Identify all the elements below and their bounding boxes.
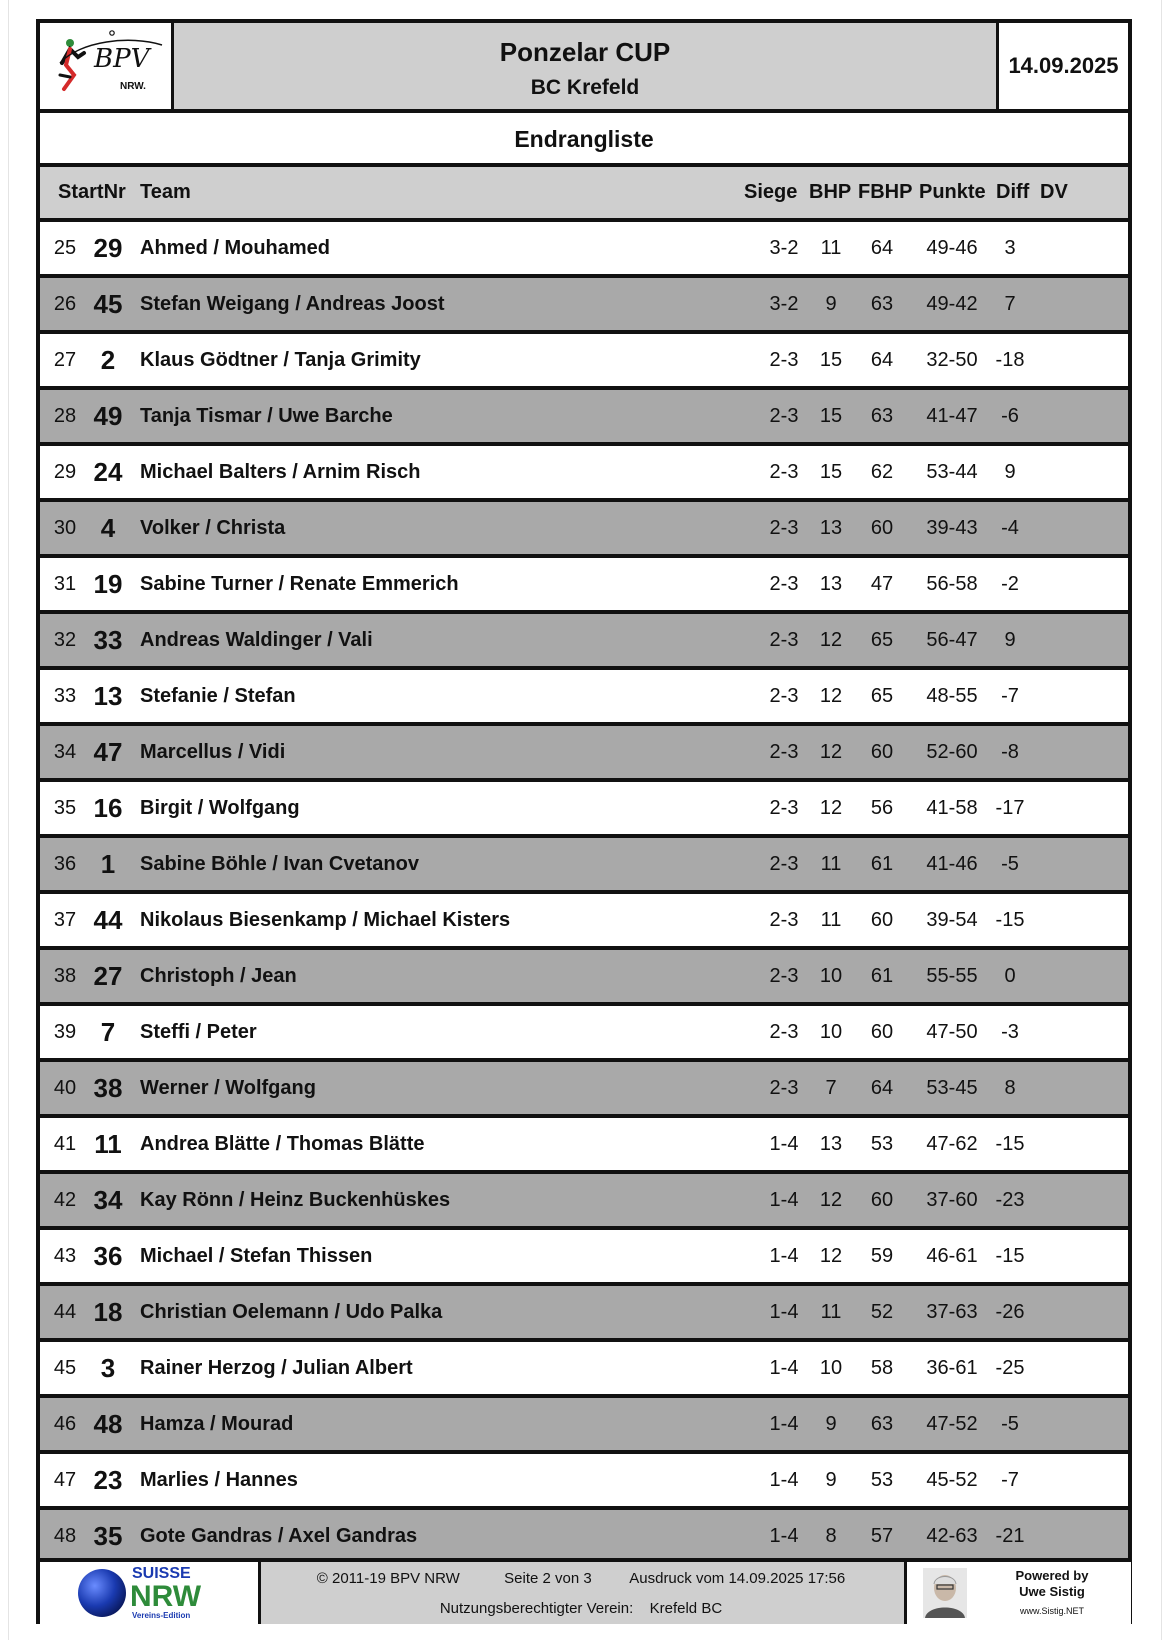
team-cell: Christian Oelemann / Udo Palka [140,1301,443,1323]
rank-cell: 37 [53,909,77,931]
table-row [40,334,1128,390]
startnr-cell: 4 [100,513,116,543]
bhp-cell: 13 [819,1133,843,1155]
fbhp-cell: 64 [870,1077,894,1099]
bhp-cell: 13 [819,573,843,595]
author-name: Uwe Sistig [1019,1584,1085,1599]
svg-text:Vereins-Edition: Vereins-Edition [132,1611,191,1620]
rank-cell: 38 [53,965,77,987]
punkte-cell: 39-43 [926,517,978,539]
bhp-cell: 10 [819,1357,843,1379]
team-cell: Ahmed / Mouhamed [140,237,331,259]
fbhp-cell: 60 [870,909,894,931]
startnr-cell: 27 [93,961,123,991]
siege-cell: 1-4 [769,1469,799,1491]
tournament-date: 14.09.2025 [1008,53,1119,78]
table-row [40,222,1128,278]
col-dv: DV [1040,181,1068,203]
punkte-cell: 45-52 [926,1469,978,1491]
author-website: www.Sistig.NET [1019,1606,1084,1616]
table-row [40,278,1128,334]
fbhp-cell: 64 [870,349,894,371]
team-cell: Sabine Turner / Renate Emmerich [140,573,459,595]
rank-cell: 26 [53,293,77,315]
ranking-sheet [36,19,1132,1624]
col-bhp: BHP [809,181,852,203]
tournament-title: Ponzelar CUP [499,37,671,67]
table-row [40,1006,1128,1062]
fbhp-cell: 58 [870,1357,894,1379]
punkte-cell: 47-50 [926,1021,978,1043]
team-cell: Hamza / Mourad [140,1413,294,1435]
punkte-cell: 49-46 [926,237,978,259]
siege-cell: 2-3 [769,1077,799,1099]
table-row [40,838,1128,894]
diff-cell: -26 [995,1301,1025,1323]
siege-cell: 1-4 [769,1413,799,1435]
col-diff: Diff [996,181,1030,203]
bpv-logo [40,23,174,109]
club-name: Krefeld BC [649,1600,723,1617]
siege-cell: 2-3 [769,461,799,483]
team-cell: Stefan Weigang / Andreas Joost [140,293,445,315]
rank-cell: 33 [53,685,77,707]
startnr-cell: 29 [93,233,123,263]
fbhp-cell: 65 [870,685,894,707]
team-cell: Marlies / Hannes [140,1469,298,1491]
table-row [40,446,1128,502]
bhp-cell: 12 [819,629,843,651]
fbhp-cell: 61 [870,853,894,875]
team-cell: Volker / Christa [140,517,286,539]
startnr-cell: 16 [93,793,123,823]
siege-cell: 3-2 [769,293,799,315]
siege-cell: 3-2 [769,237,799,259]
rank-cell: 29 [53,461,77,483]
startnr-cell: 36 [93,1241,123,1271]
team-cell: Andrea Blätte / Thomas Blätte [140,1133,425,1155]
punkte-cell: 55-55 [926,965,978,987]
rank-cell: 34 [53,741,77,763]
bhp-cell: 12 [819,1245,843,1267]
startnr-cell: 13 [93,681,123,711]
startnr-cell: 38 [93,1073,123,1103]
diff-cell: -18 [995,349,1025,371]
fbhp-cell: 60 [870,1189,894,1211]
diff-cell: -25 [995,1357,1025,1379]
rank-cell: 31 [53,573,77,595]
siege-cell: 2-3 [769,741,799,763]
fbhp-cell: 60 [870,517,894,539]
fbhp-cell: 53 [870,1469,894,1491]
punkte-cell: 37-63 [926,1301,978,1323]
svg-text:SUISSE: SUISSE [132,1565,191,1582]
punkte-cell: 53-45 [926,1077,978,1099]
siege-cell: 1-4 [769,1245,799,1267]
startnr-cell: 11 [94,1129,122,1159]
team-cell: Sabine Böhle / Ivan Cvetanov [140,853,419,875]
punkte-cell: 46-61 [926,1245,978,1267]
rank-cell: 28 [53,405,77,427]
rank-cell: 27 [53,349,77,371]
rank-cell: 45 [53,1357,77,1379]
startnr-cell: 7 [100,1017,116,1047]
diff-cell: 9 [1004,461,1016,483]
fbhp-cell: 65 [870,629,894,651]
startnr-cell: 24 [93,457,123,487]
team-cell: Tanja Tismar / Uwe Barche [140,405,393,427]
bhp-cell: 15 [819,349,843,371]
siege-cell: 2-3 [769,573,799,595]
bhp-cell: 11 [820,1301,842,1323]
diff-cell: -15 [995,1133,1025,1155]
table-row [40,894,1128,950]
author-photo [923,1568,967,1618]
punkte-cell: 49-42 [926,293,978,315]
table-row [40,782,1128,838]
diff-cell: -8 [1001,741,1019,763]
siege-cell: 2-3 [769,517,799,539]
punkte-cell: 53-44 [926,461,978,483]
punkte-cell: 42-63 [926,1525,978,1547]
footer-line-1 [261,1570,901,1587]
table-row [40,1342,1128,1398]
col-team: Team [140,181,191,203]
bhp-cell: 11 [820,237,842,259]
fbhp-cell: 60 [870,1021,894,1043]
rank-cell: 39 [53,1021,77,1043]
diff-cell: -4 [1001,517,1019,539]
rank-cell: 43 [53,1245,77,1267]
punkte-cell: 47-52 [926,1413,978,1435]
ranking-table [40,222,1128,1566]
punkte-cell: 36-61 [926,1357,978,1379]
startnr-cell: 34 [93,1185,123,1215]
diff-cell: -23 [995,1189,1025,1211]
startnr-cell: 47 [93,737,123,767]
bpv-logo-icon [40,23,171,109]
fbhp-cell: 53 [870,1133,894,1155]
fbhp-cell: 52 [870,1301,894,1323]
col-punkte: Punkte [919,181,986,203]
bhp-cell: 12 [819,1189,843,1211]
diff-cell: 0 [1004,965,1016,987]
rank-cell: 42 [53,1189,77,1211]
punkte-cell: 41-46 [926,853,978,875]
print-timestamp: Ausdruck vom 14.09.2025 17:56 [629,1570,846,1587]
powered-by-box [904,1562,1131,1624]
team-cell: Stefanie / Stefan [140,685,296,707]
col-fbhp: FBHP [858,181,913,203]
table-row [40,390,1128,446]
bhp-cell: 9 [825,1469,837,1491]
table-row [40,1062,1128,1118]
siege-cell: 1-4 [769,1525,799,1547]
team-cell: Werner / Wolfgang [140,1077,316,1099]
powered-by-label: Powered by [1015,1568,1089,1583]
siege-cell: 2-3 [769,405,799,427]
siege-cell: 2-3 [769,629,799,651]
team-cell: Christoph / Jean [140,965,297,987]
rank-cell: 30 [53,517,77,539]
startnr-cell: 2 [100,345,116,375]
diff-cell: 8 [1004,1077,1016,1099]
rank-cell: 48 [53,1525,77,1547]
rank-cell: 44 [53,1301,77,1323]
copyright: © 2011-19 BPV NRW [316,1570,460,1587]
bhp-cell: 10 [819,965,843,987]
sheet-header [40,23,1128,113]
bhp-cell: 12 [819,741,843,763]
punkte-cell: 41-58 [926,797,978,819]
team-cell: Nikolaus Biesenkamp / Michael Kisters [140,909,511,931]
svg-text:BPV: BPV [94,44,150,74]
diff-cell: 3 [1004,237,1016,259]
fbhp-cell: 63 [870,1413,894,1435]
svg-text:NRW.: NRW. [120,81,146,92]
fbhp-cell: 64 [870,237,894,259]
punkte-cell: 52-60 [926,741,978,763]
siege-cell: 1-4 [769,1301,799,1323]
diff-cell: -21 [995,1525,1025,1547]
bhp-cell: 12 [819,685,843,707]
startnr-cell: 18 [93,1297,123,1327]
powered-by-text [977,1568,1127,1600]
siege-cell: 2-3 [769,909,799,931]
diff-cell: 9 [1004,629,1016,651]
bhp-cell: 15 [819,405,843,427]
diff-cell: -6 [1001,405,1019,427]
tournament-club: BC Krefeld [530,76,640,99]
bhp-cell: 9 [825,1413,837,1435]
siege-cell: 2-3 [769,797,799,819]
diff-cell: -17 [995,797,1025,819]
punkte-cell: 56-58 [926,573,978,595]
startnr-cell: 35 [93,1521,123,1551]
page-indicator: Seite 2 von 3 [504,1570,592,1587]
section-title: Endrangliste [40,113,1128,167]
col-startnr: StartNr [58,181,126,203]
bhp-cell: 10 [819,1021,843,1043]
col-siege: Siege [744,181,798,203]
rank-cell: 47 [53,1469,77,1491]
table-row [40,502,1128,558]
fbhp-cell: 61 [870,965,894,987]
table-row [40,1174,1128,1230]
bhp-cell: 11 [820,853,842,875]
footer-info [261,1562,901,1624]
team-cell: Michael / Stefan Thissen [140,1245,373,1267]
table-row [40,558,1128,614]
startnr-cell: 3 [100,1353,116,1383]
bhp-cell: 7 [825,1077,837,1099]
team-cell: Michael Balters / Arnim Risch [140,461,421,483]
team-cell: Steffi / Peter [140,1021,257,1043]
startnr-cell: 19 [93,569,123,599]
table-row [40,726,1128,782]
diff-cell: -15 [995,909,1025,931]
fbhp-cell: 63 [870,293,894,315]
table-row [40,614,1128,670]
diff-cell: -7 [1001,1469,1019,1491]
diff-cell: -5 [1001,853,1019,875]
diff-cell: 7 [1004,293,1016,315]
title-box [174,23,999,109]
diff-cell: -2 [1001,573,1019,595]
bhp-cell: 9 [825,293,837,315]
fbhp-cell: 60 [870,741,894,763]
rank-cell: 25 [53,237,77,259]
bhp-cell: 12 [819,797,843,819]
bhp-cell: 13 [819,517,843,539]
siege-cell: 1-4 [769,1357,799,1379]
footer-line-2 [261,1600,901,1617]
startnr-cell: 23 [93,1465,123,1495]
team-cell: Gote Gandras / Axel Gandras [140,1525,418,1547]
diff-cell: -15 [995,1245,1025,1267]
table-row [40,1118,1128,1174]
siege-cell: 2-3 [769,853,799,875]
table-row [40,1398,1128,1454]
startnr-cell: 48 [93,1409,123,1439]
siege-cell: 2-3 [769,685,799,707]
punkte-cell: 32-50 [926,349,978,371]
fbhp-cell: 56 [870,797,894,819]
bhp-cell: 11 [820,909,842,931]
rank-cell: 32 [53,629,77,651]
startnr-cell: 45 [93,289,123,319]
sheet-footer [40,1558,1128,1624]
fbhp-cell: 63 [870,405,894,427]
table-row [40,950,1128,1006]
bhp-cell: 8 [825,1525,837,1547]
siege-cell: 1-4 [769,1189,799,1211]
club-label: Nutzungsberechtigter Verein: [439,1600,634,1617]
siege-cell: 2-3 [769,1021,799,1043]
svg-text:NRW: NRW [130,1580,202,1613]
fbhp-cell: 57 [870,1525,894,1547]
table-row [40,1286,1128,1342]
punkte-cell: 37-60 [926,1189,978,1211]
table-row [40,670,1128,726]
diff-cell: -5 [1001,1413,1019,1435]
startnr-cell: 33 [93,625,123,655]
bhp-cell: 15 [819,461,843,483]
punkte-cell: 47-62 [926,1133,978,1155]
siege-cell: 2-3 [769,349,799,371]
team-cell: Klaus Gödtner / Tanja Grimity [140,349,421,371]
suisse-nrw-logo [40,1562,261,1624]
startnr-cell: 49 [93,401,123,431]
fbhp-cell: 47 [870,573,894,595]
rank-cell: 36 [53,853,77,875]
team-cell: Marcellus / Vidi [140,741,286,763]
table-row [40,1230,1128,1286]
startnr-cell: 44 [93,905,123,935]
rank-cell: 35 [53,797,77,819]
team-cell: Andreas Waldinger / Vali [140,629,373,651]
fbhp-cell: 62 [870,461,894,483]
team-cell: Rainer Herzog / Julian Albert [140,1357,413,1379]
team-cell: Kay Rönn / Heinz Buckenhüskes [140,1189,451,1211]
diff-cell: -3 [1001,1021,1019,1043]
punkte-cell: 56-47 [926,629,978,651]
suisse-logo-icon [40,1562,258,1624]
diff-cell: -7 [1001,685,1019,707]
fbhp-cell: 59 [870,1245,894,1267]
team-cell: Birgit / Wolfgang [140,797,300,819]
punkte-cell: 39-54 [926,909,978,931]
rank-cell: 40 [53,1077,77,1099]
startnr-cell: 1 [100,849,116,879]
punkte-cell: 41-47 [926,405,978,427]
rank-cell: 46 [53,1413,77,1435]
siege-cell: 2-3 [769,965,799,987]
punkte-cell: 48-55 [926,685,978,707]
siege-cell: 1-4 [769,1133,799,1155]
table-row [40,1454,1128,1510]
column-header-row [40,167,1128,222]
rank-cell: 41 [53,1133,77,1155]
